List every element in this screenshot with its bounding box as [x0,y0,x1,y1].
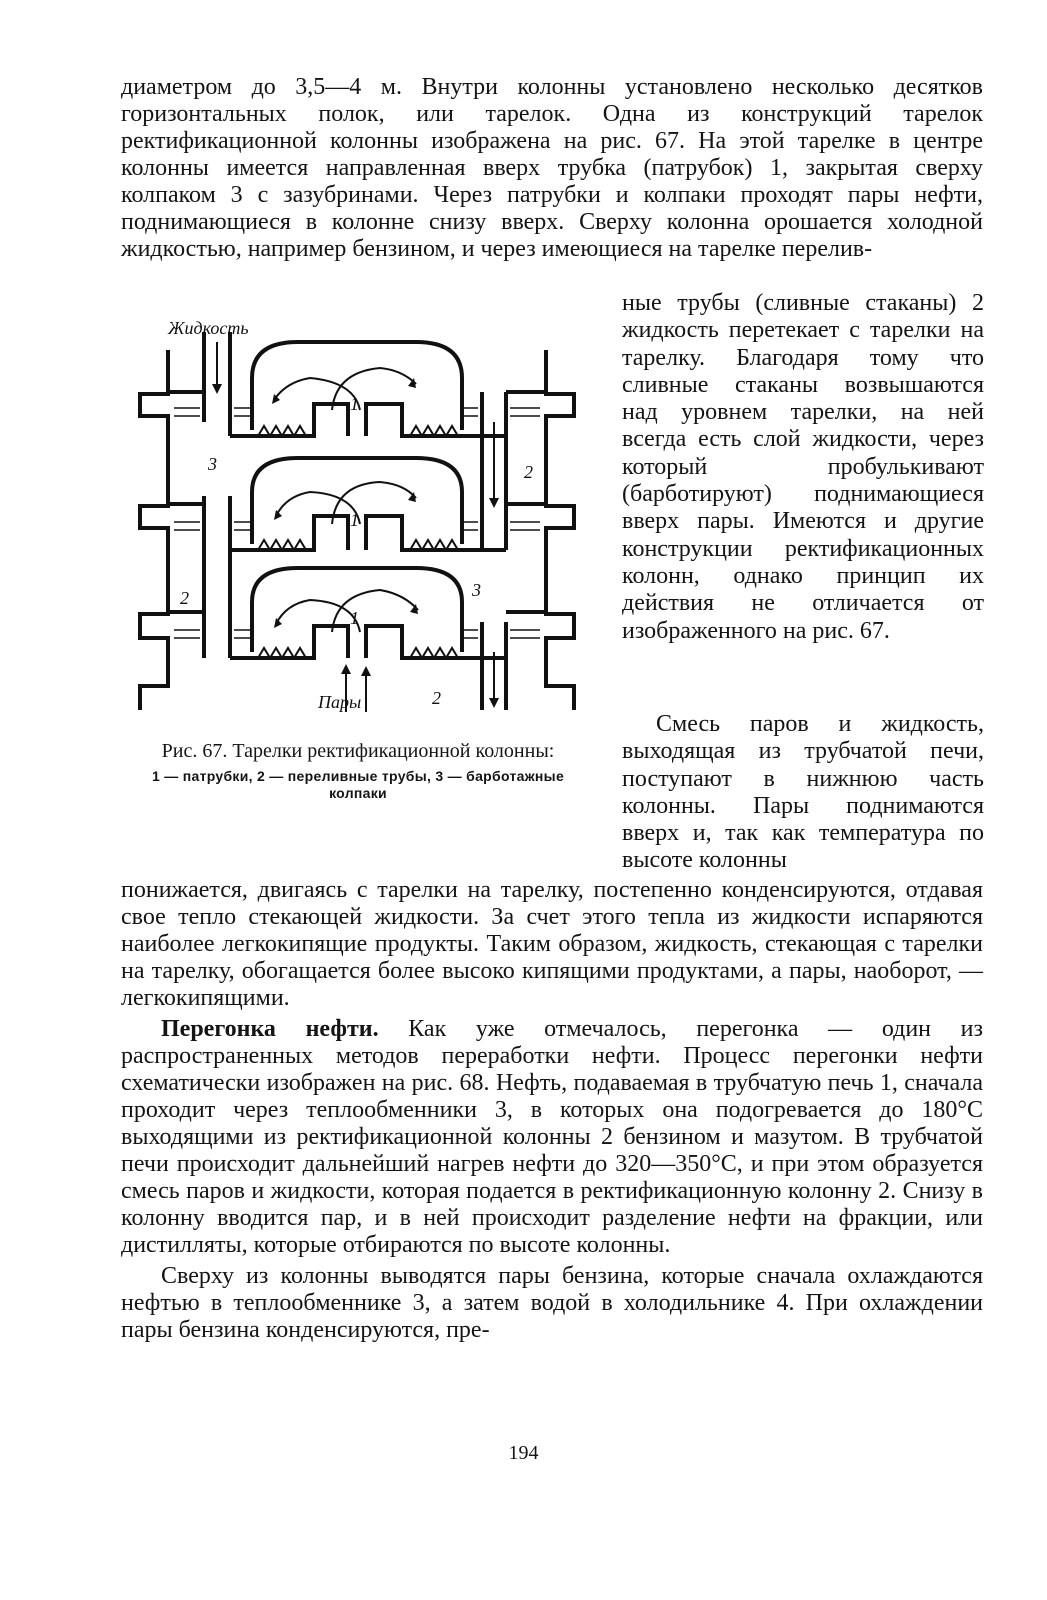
label-overflow-2-left: 2 [180,588,189,608]
label-patrubok-1-middle: 1 [350,510,359,530]
label-cap-3-left: 3 [208,454,217,474]
page-number: 194 [508,1442,539,1464]
continuation-paragraph: понижается, двигаясь с тарелки на тарелку, постепенно конденсируются, отдавая свое тепло стекающей жидкости. За счет этого тепла из жидкости испаряются наиболее легкокипящие продукты. Таким образом, жидкость, стекающая с тарелки на тарелку, обогащается более высоко кипящими продуктами, а пары, наоборот, — легкокипящими. [121,877,983,1011]
caption-legend: 1 — патрубки, 2 — переливные трубы, 3 — барботажные колпаки [151,768,565,801]
label-patrubok-1-top: 1 [350,394,359,414]
label-cap-3-right: 3 [472,580,481,600]
section-paragraph [121,1016,983,1259]
figure-67-diagram [134,312,580,752]
caption-title: Рис. 67. Тарелки ректификационной колонны: [161,740,555,762]
section-heading: Перегонка нефти. [161,1016,379,1042]
figure-caption [148,740,568,802]
label-overflow-2-bottom: 2 [432,688,441,708]
wrapped-text-column: ные трубы (сливные стаканы) 2 жидкость перетекает с тарелки на тарелку. Благодаря тому что сливные стаканы возвышаются над уровнем тарелки, на ней всегда есть слой жидкости, через который пробулькивают (барботируют) поднимающиеся вверх пары. Имеются и другие конструкции ректификационных колонн, однако принцип их действия не отличается от изображенного на рис. 67. [622,290,984,644]
section-body: Как уже отмечалось, перегонка — один из распространенных методов переработки нефти. Процесс перегонки нефти схематически изображен на рис. 68. Нефть, подаваемая в трубчатую печь 1, сначала проходит через теплообменники 3, в которых она подогревается до 180°С выходящими из ректификационной колонны 2 бензином и мазутом. В трубчатой печи происходит дальнейший нагрев нефти до 320—350°С, и при этом образуется смесь паров и жидкости, которая подается в ректификационную колонну 2. Снизу в колонну вводится пар, и в ней происходит разделение нефти на фракции, или дистилляты, которые отбираются по высоте колонны. [121,1016,984,1258]
opening-paragraph [121,74,983,263]
label-liquid: Жидкость [168,318,249,338]
label-vapors: Пары [318,692,362,712]
label-patrubok-1-bottom: 1 [350,608,359,628]
label-overflow-2-right-top: 2 [524,462,533,482]
opening-text: диаметром до 3,5—4 м. Внутри колонны установлено несколько десятков горизонтальных полок, или тарелок. Одна из конструкций тарелок ректификационной колонны изображена на рис. 67. На этой тарелке в центре колонны имеется направленная вверх трубка (патрубок) 1, закрытая сверху колпаком 3 с зазубринами. Через патрубки и колпаки проходят пары нефти, поднимающиеся в колонне снизу вверх. Сверху колонна орошается холодной жидкостью, например бензином, и через имеющиеся на тарелке перелив- [121,74,983,262]
wrapped-text-column-2: Смесь паров и жидкость, выходящая из трубчатой печи, поступают в нижнюю часть колонны. Пары поднимаются вверх и, так как температура по высоте колонны [622,711,984,874]
final-paragraph: Сверху из колонны выводятся пары бензина, которые сначала охлаждаются нефтью в теплообменнике 3, а затем водой в холодильнике 4. При охлаждении пары бензина конденсируются, пре- [121,1263,983,1343]
main-text-block [121,877,983,1344]
